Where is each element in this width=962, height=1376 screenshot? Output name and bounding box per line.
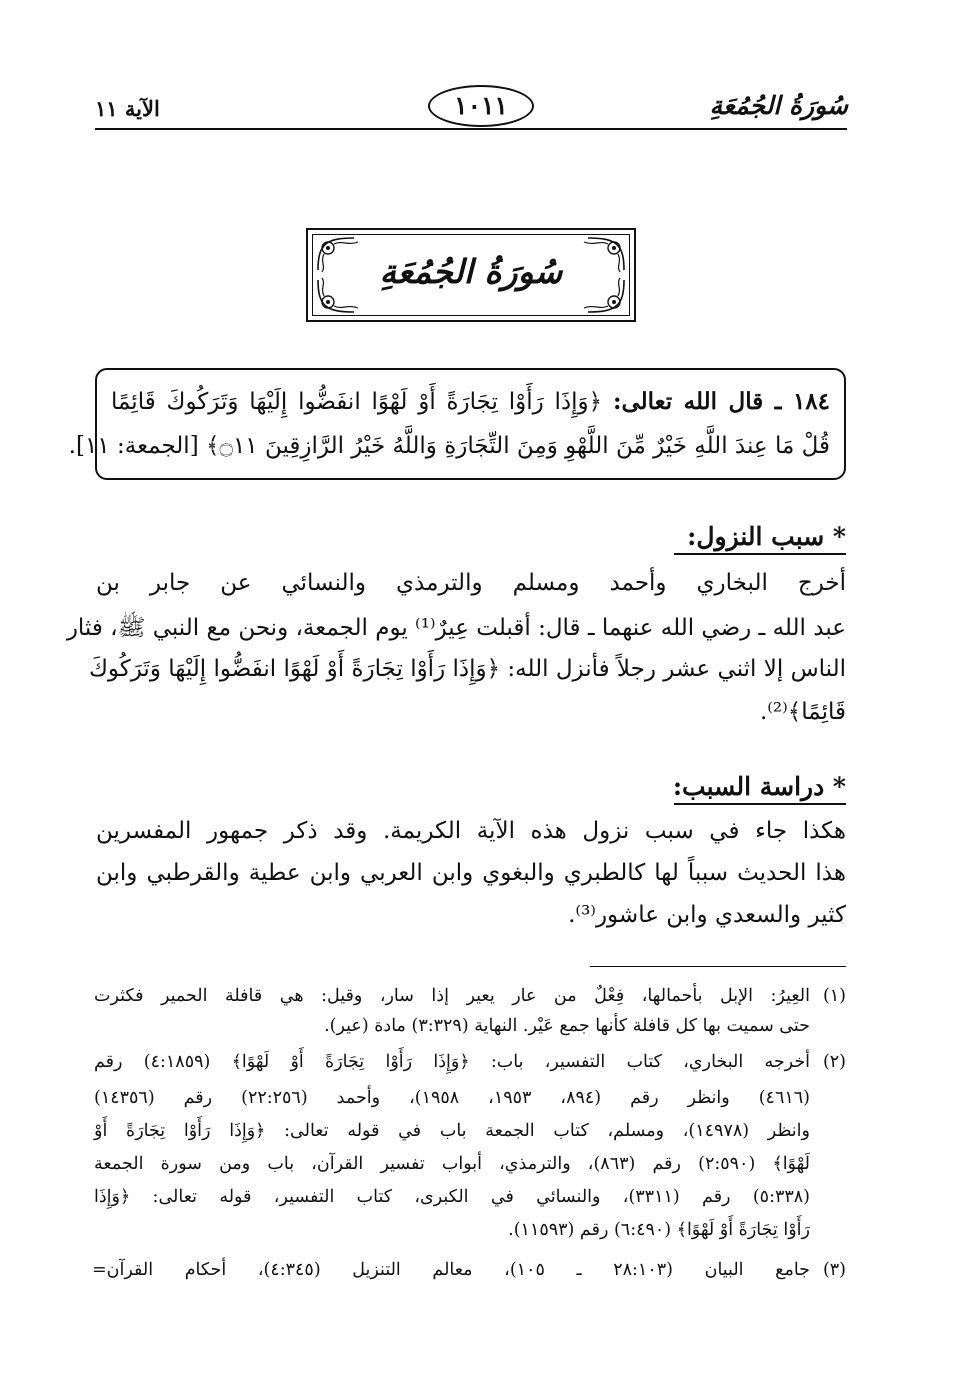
footnote-number: (٢) xyxy=(822,1052,846,1072)
verse-box xyxy=(68,368,846,480)
footnote-line: (٤٦١٦) وانظر رقم (٨٩٤، ١٩٥٣، ١٩٥٨)، وأحمد (٢٢:٢٥٦) رقم (١٤٣٥٦) xyxy=(94,1088,810,1108)
footnote-line: رَأَوْا تِجَارَةً أَوْ لَهْوًا﴾ (٦:٤٩٠) رقم (١١٥٩٣). xyxy=(508,1220,810,1240)
footnote-line: حتى سميت بها كل قافلة كأنها جمع عَيْر. النهاية (٣:٣٢٩) مادة (عير). xyxy=(324,1016,810,1036)
header-rule xyxy=(95,128,847,130)
study-line: هكذا جاء في سبب نزول هذه الآية الكريمة. وقد ذكر جمهور المفسرين xyxy=(96,818,846,844)
verse-line-1 xyxy=(111,388,830,415)
study-heading: * دراسة السبب: xyxy=(672,772,846,801)
cause-line: أخرج البخاري وأحمد ومسلم والترمذي والنسائي عن جابر بن xyxy=(96,570,846,596)
footnote-line: العِيرُ: الإبل بأحمالها، فِعْلٌ من عار يعير إذا سار، وقيل: هي قافلة الحمير فكثرت xyxy=(94,986,810,1006)
footnote-line: أخرجه البخاري، كتاب التفسير، باب: ﴿وَإِذَا رَأَوْا تِجَارَةً أَوْ لَهْوًا﴾ (٤:١٨٥٩) رقم xyxy=(94,1052,810,1072)
study-heading-rule xyxy=(674,803,846,805)
cause-line: قَائِمًا﴾⁽²⁾. xyxy=(759,699,846,725)
verse-text-1: ﴿وَإِذَا رَأَوْا تِجَارَةً أَوْ لَهْوًا انفَضُّوا إِلَيْهَا وَتَرَكُوكَ قَائِمًا xyxy=(111,389,603,415)
footnote-line: وانظر (١٤٩٧٨)، ومسلم، كتاب الجمعة باب في قوله تعالى: ﴿وَإِذَا رَأَوْا تِجَارَةً أَوْ xyxy=(94,1121,810,1141)
footnote-number: (١) xyxy=(822,986,846,1006)
verse-text-2: قُلْ مَا عِندَ اللَّهِ خَيْرٌ مِّنَ اللَّهْوِ وَمِنَ التِّجَارَةِ وَاللَّهُ خَيْرُ الرَّازِقِينَ ۝١١﴾ [الجمعة: ١١]. xyxy=(68,433,830,459)
header-verse-ref: الآية ١١ xyxy=(95,96,160,121)
footnote-number: (٣) xyxy=(822,1260,846,1280)
study-line: هذا الحديث سبباً لها كالطبري والبغوي وابن العربي وابن عطية والقرطبي وابن xyxy=(96,860,846,886)
cause-heading-rule xyxy=(674,553,846,555)
footnote-line: جامع البيان (٢٨:١٠٣ ـ ١٠٥)، معالم التنزيل (٤:٣٤٥)، أحكام القرآن= xyxy=(92,1260,810,1280)
footnote-line: لَهْوًا﴾ (٢:٥٩٠) رقم (٨٦٣)، والترمذي، أبواب تفسير القرآن، باب ومن سورة الجمعة xyxy=(94,1154,810,1174)
verse-number-intro: ١٨٤ ـ قال الله تعالى: xyxy=(612,388,830,415)
cause-line: عبد الله ـ رضي الله عنهما ـ قال: أقبلت عِيرٌ⁽¹⁾ يوم الجمعة، ونحن مع النبي ﷺ، فثار xyxy=(66,615,846,641)
page-number: ١٠١١ xyxy=(428,85,534,127)
cause-heading: * سبب النزول: xyxy=(687,522,846,551)
cartouche-title: سُورَةُ الجُمُعَةِ xyxy=(379,252,563,291)
footnote-line: (٥:٣٣٨) رقم (٣٣١١)، والنسائي في الكبرى، كتاب التفسير، قوله تعالى: ﴿وَإِذَا xyxy=(94,1187,810,1207)
cause-line: الناس إلا اثني عشر رجلاً فأنزل الله: ﴿وَإِذَا رَأَوْا تِجَارَةً أَوْ لَهْوًا انفَضُّوا إِلَيْهَا وَتَرَكُوكَ xyxy=(88,656,846,682)
header-surah-name: سُورَةُ الجُمُعَةِ xyxy=(709,91,848,120)
footnote-separator xyxy=(590,966,846,967)
study-line: كثير والسعدي وابن عاشور⁽³⁾. xyxy=(568,902,846,928)
surah-title-cartouche xyxy=(306,228,636,322)
